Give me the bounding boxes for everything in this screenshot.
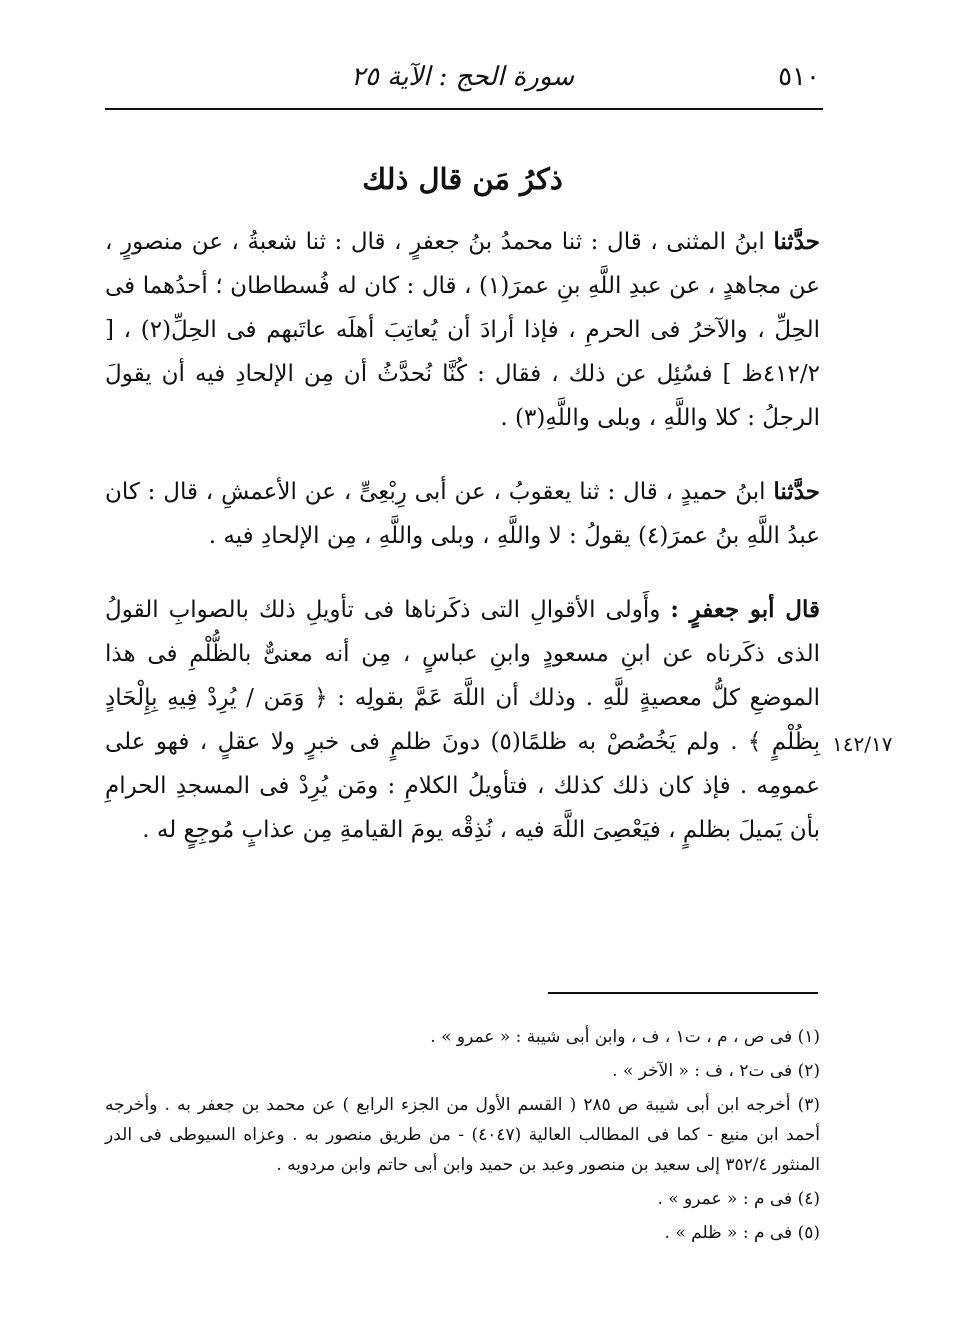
footnote-rule [548,992,818,994]
paragraph-3 [105,588,820,852]
footnote-3: (٣) أخرجه ابن أبى شيبة ص ٢٨٥ ( القسم الأول من الجزء الرابع ) عن محمد بن جعفر به . وأخرجه أحمد ابن منيع - كما فى المطالب العالية (٤٠٤٧) - من طريق منصور به . وعزاه السيوطى فى الدر المنثور ٣٥٢/٤ إلى سعيد بن منصور وعبد بن حميد وابن أبى حاتم وابن مردويه . [105,1095,821,1175]
header-rule [105,108,823,110]
section-heading: ذكرُ مَن قال ذلك [362,162,563,196]
paragraph-lead: قال أبو جعفرٍ : [670,596,820,623]
paragraph-lead: حدَّثنا [773,228,820,255]
footnote-5: (٥) فى م : « ظلم » . [664,1223,820,1243]
margin-reference: ١٤٢/١٧ [832,732,893,756]
page-number: ٥١٠ [778,62,820,92]
paragraph-2 [105,470,820,558]
footnote-1: (١) فى ص ، م ، ت١ ، ف ، وابن أبى شيبة : « عمرو » . [430,1027,820,1047]
footnotes [105,1022,820,1252]
paragraph-1 [105,220,820,440]
paragraph-text: ابنُ حميدٍ ، قال : ثنا يعقوبُ ، عن أبى رِبْعِىٍّ ، عن الأعمشِ ، قال : كان عبدُ اللَّهِ بنُ عمرَ(٤) يقولُ : لا واللَّهِ ، وبلى واللَّهِ ، مِن الإلحادِ فيه . [105,479,820,549]
paragraph-lead: حدَّثنا [773,478,820,505]
footnote-4: (٤) فى م : « عمرو » . [657,1189,820,1209]
main-text [105,220,820,882]
page-header [105,58,820,98]
paragraph-text: وأَولى الأقوالِ التى ذكَرناها فى تأويلِ ذلك بالصوابِ القولُ الذى ذكَرناه عن ابنِ مسعودٍ وابنِ عباسٍ ، مِن أنه معنىٌّ بالظُّلْمِ فى هذا الموضعِ كلُّ معصيةٍ للَّهِ . وذلك أن اللَّهَ عَمَّ بقولِه : ﴿ وَمَن / يُرِدْ فِيهِ بِإِلْحَادٍ بِظُلْمٍ ﴾ . ولم يَخُصُصْ به ظلمًا(٥) دونَ ظلمٍ فى خبرٍ ولا عقلٍ ، فهو على عمومِه . فإذ كان ذلك كذلك ، فتأويلُ الكلامِ : ومَن يُرِدْ فى المسجدِ الحرامِ بأن يَميلَ بظلمٍ ، فيَعْصِىَ اللَّهَ فيه ، نُذِقْه يومَ القيامةِ مِن عذابٍ مُوجِعٍ له . [105,597,820,843]
running-title: سورة الحج : الآية ٢٥ [350,62,575,92]
paragraph-text: ابنُ المثنى ، قال : ثنا محمدُ بنُ جعفرٍ ، قال : ثنا شعبةُ ، عن منصورٍ ، عن مجاهدٍ ، عن عبدِ اللَّهِ بنِ عمرَ(١) ، قال : كان له فُسطاطان ؛ أحدُهما فى الحِلِّ ، والآخرُ فى الحرمِ ، فإذا أرادَ أن يُعاتِبَ أهلَه عاتَبهم فى الحِلِّ(٢) ، [ ٤١٢/٢ظ ] فسُئِل عن ذلك ، فقال : كُنَّا نُحدَّثُ أن مِن الإلحادِ فيه أن يقولَ الرجلُ : كلا واللَّهِ ، وبلى واللَّهِ(٣) . [105,229,820,431]
footnote-2: (٢) فى ت٢ ، ف : « الآخر » . [612,1061,820,1081]
